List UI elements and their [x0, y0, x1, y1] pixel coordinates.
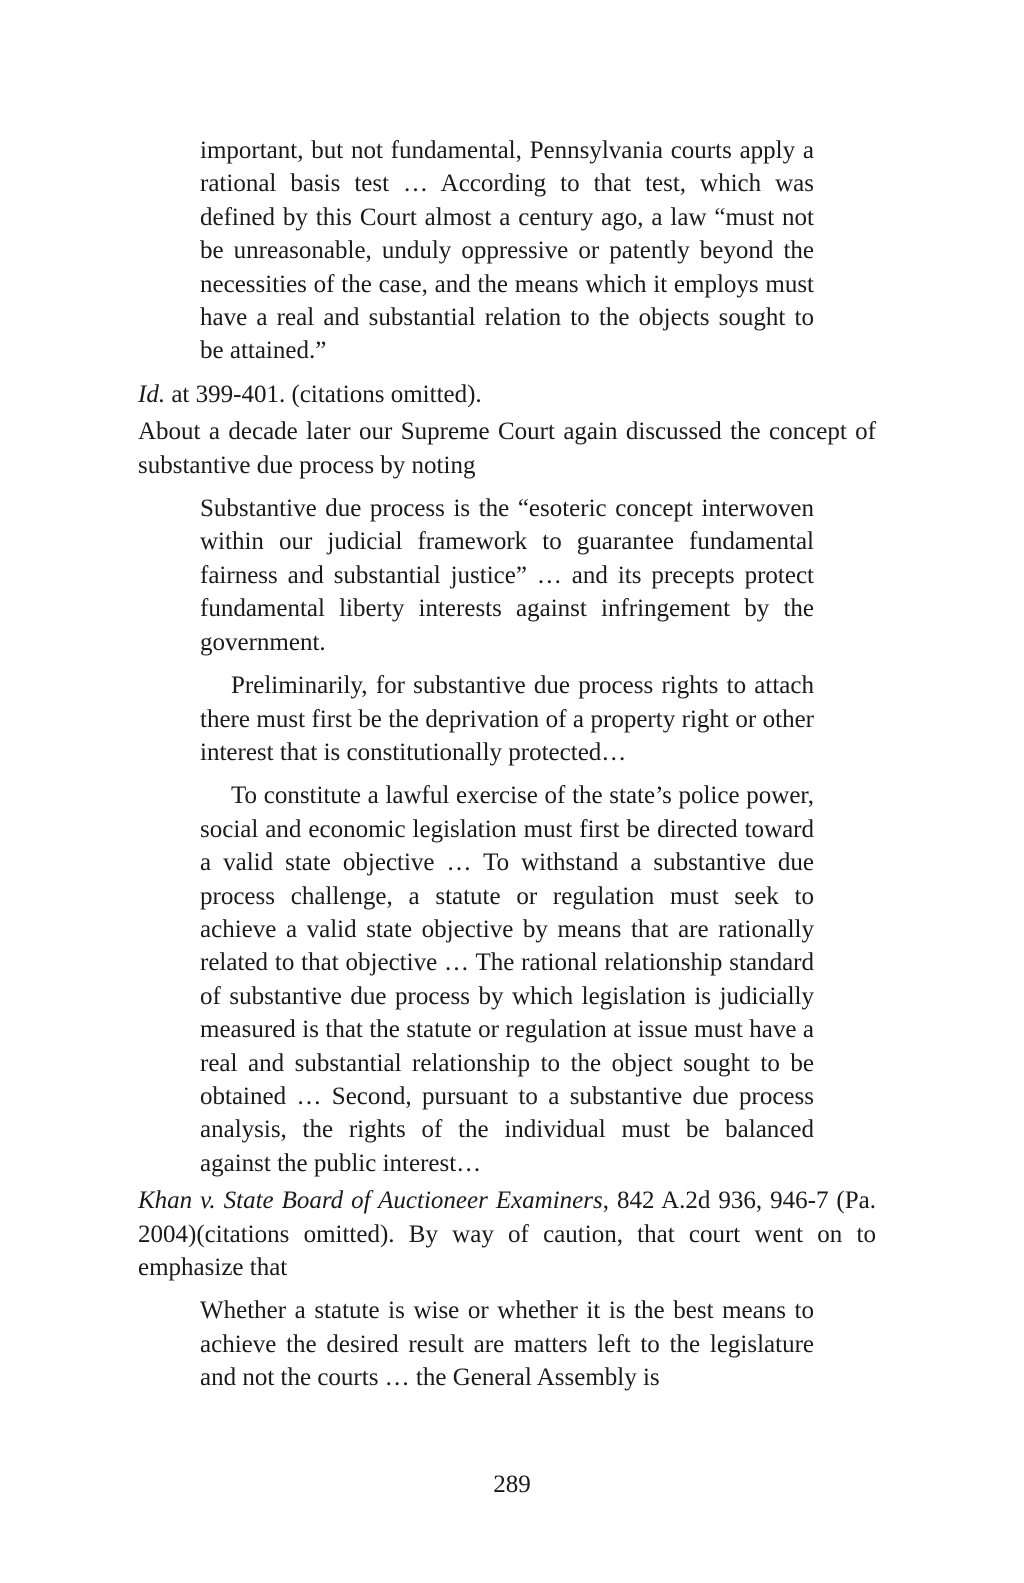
- paragraph-khan-citation: [138, 1184, 876, 1284]
- block-quote-statute-wisdom: [200, 1294, 814, 1394]
- block-quote-rational-basis: [200, 134, 814, 368]
- page-number: 289: [493, 1471, 531, 1498]
- quote-sdp-paragraph-1: Substantive due process is the “esoteric concept interwoven within our judicial framework to guarantee fundamental fairness and substantial justice” … and its precepts protect fundamental liberty interests against infringement by the government.: [200, 495, 814, 656]
- page-body: [138, 134, 876, 1395]
- case-name-khan: Khan v. State Board of Auctioneer Examiners: [138, 1187, 603, 1215]
- khan-citation-rest: , 842 A.2d 936, 946-7 (Pa. 2004)(citations omitted). By way of caution, that court went on to emphasize that: [138, 1187, 877, 1281]
- quote-sdp-paragraph-3: To constitute a lawful exercise of the state’s police power, social and economic legislation must first be directed toward a valid state objective … To withstand a substantive due process challenge, a statute or regulation must seek to achieve a valid state objective by means that are rationally related to that objective … The rational relationship standard of substantive due process by which legislation is judicially measured is that the statute or regulation at issue must have a real and substantial relationship to the object sought to be obtained … Second, pursuant to a substantive due process analysis, the rights of the individual must be balanced against the public interest…: [200, 782, 814, 1177]
- paragraph-decade-later: About a decade later our Supreme Court again discussed the concept of substantive due process by noting: [138, 418, 876, 479]
- quote-statute-wisdom-text: Whether a statute is wise or whether it is the best means to achieve the desired result are matters left to the legislature and not the courts … the General Assembly is: [200, 1297, 814, 1392]
- quote-rational-basis-text: important, but not fundamental, Pennsylvania courts apply a rational basis test … According to that test, which was defined by this Court almost a century ago, a law “must not be unreasonable, unduly oppressive or patently beyond the necessities of the case, and the means which it employs must have a real and substantial relation to the objects sought to be attained.”: [200, 137, 814, 365]
- citation-id: [138, 378, 876, 411]
- block-quote-substantive-due-process: [200, 492, 814, 1180]
- quote-sdp-paragraph-2: Preliminarily, for substantive due process rights to attach there must first be the deprivation of a property right or other interest that is constitutionally protected…: [200, 672, 814, 766]
- citation-id-short: Id.: [138, 380, 166, 408]
- citation-id-pages: at 399-401. (citations omitted).: [165, 380, 482, 408]
